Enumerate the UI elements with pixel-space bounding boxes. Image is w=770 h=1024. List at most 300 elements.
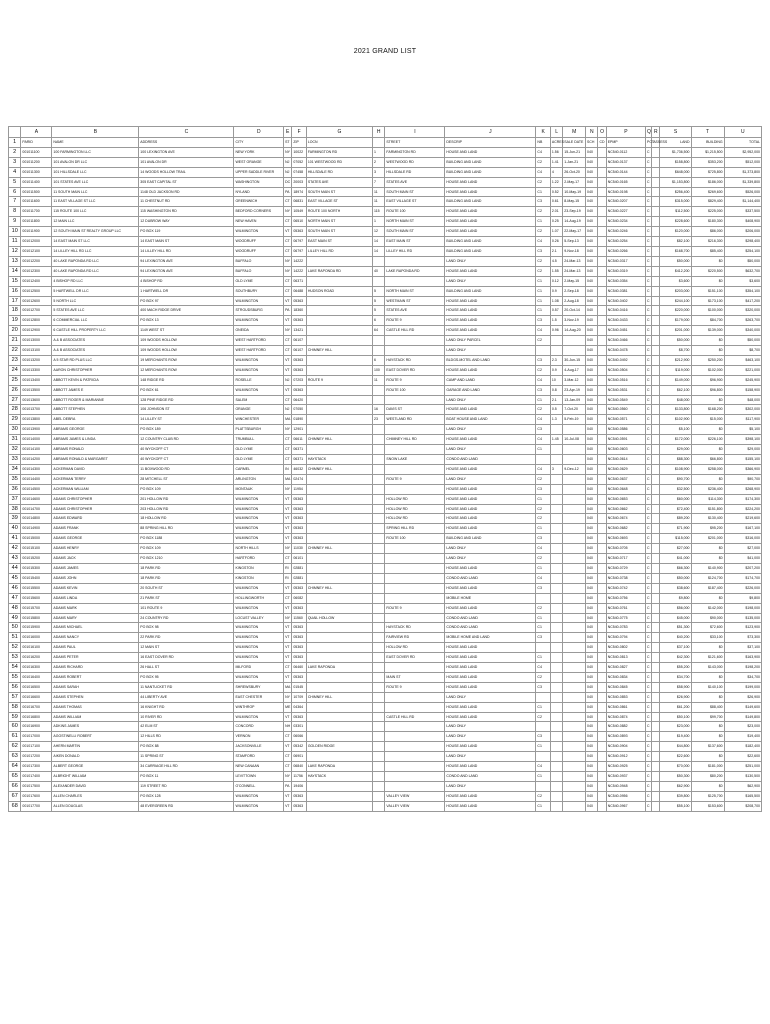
table-row (9, 217, 762, 227)
column-header: N (586, 127, 598, 138)
table-cell: C3 (536, 682, 550, 692)
table-cell: 040 (586, 346, 598, 356)
table-cell (373, 474, 385, 484)
table-cell (373, 544, 385, 554)
table-cell (598, 653, 606, 663)
table-cell: 001014100 (21, 445, 52, 455)
row-number: 42 (9, 544, 21, 554)
table-cell: 001014000 (21, 435, 52, 445)
table-cell: NY (284, 544, 292, 554)
table-cell (598, 296, 606, 306)
row-number: 11 (9, 237, 21, 247)
table-cell: WEST HARTFORD (234, 346, 284, 356)
table-cell: 001014200 (21, 455, 52, 465)
table-cell: C (646, 653, 652, 663)
row-number: 50 (9, 623, 21, 633)
table-cell: NY (284, 147, 292, 157)
table-cell (550, 623, 562, 633)
table-cell: 040 (586, 375, 598, 385)
row-number: 1 (9, 138, 21, 148)
table-cell: 040 (586, 415, 598, 425)
table-cell: 040 (586, 365, 598, 375)
table-cell: 001012400 (21, 276, 52, 286)
table-cell: 109 WOODS HOLLOW (139, 336, 234, 346)
table-cell: 001012600 (21, 296, 52, 306)
table-cell: 7 (373, 177, 385, 187)
table-cell (550, 742, 562, 752)
table-cell: $95,200 (691, 524, 724, 534)
table-cell: OLD LYME (234, 276, 284, 286)
table-cell: ROUTE 100 (385, 207, 445, 217)
table-cell: 040 (586, 147, 598, 157)
table-cell: $199,000 (724, 682, 761, 692)
table-cell (373, 762, 385, 772)
column-header: T (691, 127, 724, 138)
table-cell: BUILDING AND LAND (445, 237, 536, 247)
table-cell (598, 316, 606, 326)
table-cell: 14222 (292, 266, 306, 276)
table-cell (373, 692, 385, 702)
table-cell: NC540-0761 (606, 603, 645, 613)
table-cell: 05363 (292, 633, 306, 643)
table-cell: 101 STATES AVE LLC (52, 177, 139, 187)
table-cell (598, 692, 606, 702)
table-cell: $50,000 (660, 336, 691, 346)
table-cell (563, 554, 586, 564)
table-cell: NY (284, 772, 292, 782)
row-number: 60 (9, 722, 21, 732)
table-cell (598, 227, 606, 237)
table-cell (652, 405, 660, 415)
table-row (9, 682, 762, 692)
table-cell: 1.55 (550, 266, 562, 276)
table-cell: $3,600 (724, 276, 761, 286)
table-cell: 05363 (292, 623, 306, 633)
table-cell: NC540-0586 (606, 425, 645, 435)
table-cell: HOUSE AND LAND (445, 187, 536, 197)
table-cell (598, 682, 606, 692)
table-cell: 001014900 (21, 524, 52, 534)
table-cell: NC540-0165 (606, 177, 645, 187)
table-cell: $224,200 (724, 504, 761, 514)
table-cell: $96,800 (691, 385, 724, 395)
table-cell: C (646, 613, 652, 623)
table-cell: CONDO AND LAND (445, 623, 536, 633)
table-cell: VERNON (234, 732, 284, 742)
table-cell: SOUTH MAIN ST (306, 227, 372, 237)
table-cell: HOUSE AND LAND (445, 504, 536, 514)
table-cell (652, 415, 660, 425)
table-cell (385, 742, 445, 752)
table-cell: BUILDING AND LAND (445, 246, 536, 256)
table-cell: NC540-0504 (606, 365, 645, 375)
table-cell: 0.12 (550, 276, 562, 286)
table-cell: LAKE RAPONDA RD (306, 266, 372, 276)
table-row (9, 147, 762, 157)
table-cell: ABBOTT JAMES E (52, 385, 139, 395)
table-cell (306, 474, 372, 484)
table-cell: NORTH MAIN ST (385, 286, 445, 296)
table-cell: C (646, 742, 652, 752)
table-cell: 201 HOLLOW RD (139, 494, 234, 504)
table-cell: C3 (536, 246, 550, 256)
table-cell (306, 603, 372, 613)
table-cell (373, 395, 385, 405)
table-cell: PO BOX 11 (139, 772, 234, 782)
table-cell: 040 (586, 197, 598, 207)
table-cell (652, 682, 660, 692)
table-cell: HOUSE AND LAND (445, 672, 536, 682)
table-cell: $149,000 (660, 375, 691, 385)
table-cell: $143,000 (691, 663, 724, 673)
table-cell: HOUSE AND LAND (445, 207, 536, 217)
table-cell: $0 (691, 336, 724, 346)
table-cell: C3 (536, 385, 550, 395)
column-header: A (21, 127, 52, 138)
table-cell (306, 732, 372, 742)
table-cell: HAYSTACK RD (385, 355, 445, 365)
table-cell: MAIN ST (385, 672, 445, 682)
table-cell (652, 633, 660, 643)
table-cell: $165,500 (724, 791, 761, 801)
table-cell: C (646, 256, 652, 266)
column-header: K (536, 127, 550, 138)
table-cell (385, 563, 445, 573)
table-cell: 12 MAIN ST (139, 643, 234, 653)
table-cell: 94 LEXINGTON AVE (139, 266, 234, 276)
table-cell (652, 217, 660, 227)
table-cell: 1148 OLD JACKSON RD (139, 187, 234, 197)
table-cell (550, 346, 562, 356)
table-cell: 040 (586, 326, 598, 336)
table-cell: STATES AVE (385, 306, 445, 316)
table-cell: $221,000 (724, 365, 761, 375)
table-cell: NC540-0742 (606, 583, 645, 593)
table-row (9, 524, 762, 534)
table-cell (563, 603, 586, 613)
table-cell (306, 385, 372, 395)
row-number: 21 (9, 336, 21, 346)
table-cell (652, 385, 660, 395)
table-cell: 001015500 (21, 583, 52, 593)
table-cell: C2 (536, 405, 550, 415)
table-cell (598, 534, 606, 544)
table-cell: 14 LILLEY HILL RD (139, 246, 234, 256)
table-cell: 001014800 (21, 514, 52, 524)
table-cell: 115 (373, 207, 385, 217)
table-cell: ABRAMS JAMES & LINDA (52, 435, 139, 445)
table-cell (306, 722, 372, 732)
table-cell (598, 583, 606, 593)
table-row (9, 762, 762, 772)
table-cell: $648,000 (660, 167, 691, 177)
table-cell: VT (284, 355, 292, 365)
table-cell: $8,700 (660, 346, 691, 356)
table-cell: C2 (536, 157, 550, 167)
table-cell (385, 445, 445, 455)
table-cell: 07052 (292, 157, 306, 167)
table-cell: NC540-0207 (606, 197, 645, 207)
table-row (9, 633, 762, 643)
table-cell: C (646, 663, 652, 673)
table-cell: ADAMS FRANK (52, 524, 139, 534)
table-cell: 001017000 (21, 732, 52, 742)
table-cell (652, 772, 660, 782)
row-number: 9 (9, 217, 21, 227)
table-cell: C1 (536, 653, 550, 663)
table-cell (598, 365, 606, 375)
table-cell: $366,900 (724, 464, 761, 474)
table-cell: NC540-0756 (606, 593, 645, 603)
table-cell: $23,000 (724, 722, 761, 732)
table-cell: 01545 (292, 682, 306, 692)
table-cell: ADAMS WILLIAM (52, 712, 139, 722)
table-cell: NC540-0738 (606, 573, 645, 583)
table-cell: 115 ROUTE 100 LLC (52, 207, 139, 217)
table-cell: $84,700 (691, 316, 724, 326)
table-cell: HOUSE AND LAND (445, 563, 536, 573)
table-cell: C (646, 187, 652, 197)
table-cell: 26 HALL ST (139, 663, 234, 673)
table-cell (306, 514, 372, 524)
row-number: 33 (9, 455, 21, 465)
table-cell: 040 (586, 554, 598, 564)
table-cell: C3 (536, 355, 550, 365)
table-cell (652, 653, 660, 663)
table-cell: 040 (586, 762, 598, 772)
table-cell: $174,700 (724, 573, 761, 583)
table-row (9, 445, 762, 455)
table-cell: 14 WOODS HOLLOW TRAIL (139, 167, 234, 177)
table-cell (598, 474, 606, 484)
table-cell: 2-Sep-18 (563, 286, 586, 296)
table-cell: HOUSE AND LAND (445, 712, 536, 722)
table-cell: JACKSONVILLE (234, 742, 284, 752)
table-cell (550, 445, 562, 455)
table-cell: 001013700 (21, 405, 52, 415)
table-cell: 040 (586, 217, 598, 227)
table-cell: $168,200 (691, 405, 724, 415)
table-cell: OLD LYME (234, 445, 284, 455)
table-cell: 001014500 (21, 484, 52, 494)
table-cell: 040 (586, 464, 598, 474)
table-cell: PO BOX 119 (139, 227, 234, 237)
table-cell: NC540-0682 (606, 524, 645, 534)
table-cell: 040 (586, 722, 598, 732)
table-cell: VT (284, 365, 292, 375)
table-row (9, 306, 762, 316)
table-cell: 001013800 (21, 415, 52, 425)
table-row (9, 355, 762, 365)
table-cell (598, 603, 606, 613)
table-cell: LAKE RAPONDA RD (385, 266, 445, 276)
table-cell: 001015100 (21, 544, 52, 554)
table-cell (550, 425, 562, 435)
table-cell: 040 (586, 702, 598, 712)
row-number: 19 (9, 316, 21, 326)
table-cell (598, 732, 606, 742)
table-cell (385, 722, 445, 732)
table-cell: NC540-0648 (606, 484, 645, 494)
table-cell: $51,300 (660, 623, 691, 633)
table-cell: C3 (536, 583, 550, 593)
table-cell: HOUSE AND LAND (445, 643, 536, 653)
table-cell (652, 227, 660, 237)
table-cell (306, 633, 372, 643)
table-cell: SOUTH MAIN ST (385, 227, 445, 237)
table-cell: ADAMS HENRY (52, 544, 139, 554)
table-cell: 18 HOLLOW RD (139, 514, 234, 524)
row-number: 29 (9, 415, 21, 425)
table-row (9, 197, 762, 207)
table-cell: NC540-0603 (606, 445, 645, 455)
table-cell (373, 425, 385, 435)
table-cell: VT (284, 504, 292, 514)
table-cell: LAND ONLY PARCEL (445, 336, 536, 346)
column-header: H (373, 127, 385, 138)
table-cell (536, 643, 550, 653)
table-cell: 101 AVALON DR LLC (52, 157, 139, 167)
table-cell: CONCORD (234, 722, 284, 732)
table-cell: $353,200 (691, 157, 724, 167)
table-cell: SHREWSBURY (234, 682, 284, 692)
table-row (9, 514, 762, 524)
table-cell: 23-Sep-19 (563, 207, 586, 217)
table-cell: 001015900 (21, 623, 52, 633)
table-cell: $50,000 (660, 573, 691, 583)
table-cell: MA (284, 415, 292, 425)
table-cell: SCH (586, 138, 598, 148)
table-cell (373, 336, 385, 346)
table-cell: SPRING HILL RD (385, 524, 445, 534)
table-cell: 040 (586, 207, 598, 217)
table-cell: C (646, 573, 652, 583)
table-cell: BUILDING AND LAND (445, 197, 536, 207)
table-cell: WOODRUFF (234, 237, 284, 247)
table-cell: 12 SOUTH MAIN ST REALTY GROUP LLC (52, 227, 139, 237)
table-cell: NB (536, 138, 550, 148)
table-cell: 07203 (292, 375, 306, 385)
table-cell: $268,900 (724, 484, 761, 494)
table-cell: 040 (586, 573, 598, 583)
table-cell: 3-Mar-12 (563, 375, 586, 385)
table-row (9, 237, 762, 247)
table-cell: FARMINGTON RD (306, 147, 372, 157)
table-cell: 12 MAIN LLC (52, 217, 139, 227)
table-cell: 040 (586, 593, 598, 603)
row-number: 24 (9, 365, 21, 375)
table-cell: DAVIS ST (385, 405, 445, 415)
table-cell: C (646, 474, 652, 484)
table-cell: NC540-0478 (606, 346, 645, 356)
table-cell: SNOW LAKE (385, 455, 445, 465)
table-cell: 001016700 (21, 702, 52, 712)
table-cell: 06797 (292, 237, 306, 247)
table-cell: 001017100 (21, 742, 52, 752)
table-row (9, 742, 762, 752)
table-cell: CONDO AND LAND (445, 613, 536, 623)
table-cell (598, 415, 606, 425)
table-cell: LAND ONLY (445, 256, 536, 266)
table-cell: 001016300 (21, 663, 52, 673)
table-cell: PO BOX 13 (139, 316, 234, 326)
table-cell: $45,000 (660, 613, 691, 623)
table-cell: $34,700 (724, 672, 761, 682)
table-cell (598, 147, 606, 157)
table-cell: $236,400 (691, 484, 724, 494)
table-cell: $100,000 (691, 306, 724, 316)
table-cell (373, 682, 385, 692)
table-cell (652, 603, 660, 613)
table-cell: 2 (373, 157, 385, 167)
table-row (9, 643, 762, 653)
row-number: 8 (9, 207, 21, 217)
column-header: J (445, 127, 536, 138)
table-cell: 5 (373, 286, 385, 296)
table-cell: $151,800 (691, 504, 724, 514)
table-cell: 001014700 (21, 504, 52, 514)
table-cell: $15,000 (691, 415, 724, 425)
row-number: 67 (9, 791, 21, 801)
table-cell (550, 692, 562, 702)
table-cell: $60,000 (660, 494, 691, 504)
table-cell (652, 593, 660, 603)
table-cell (652, 197, 660, 207)
table-cell (598, 742, 606, 752)
row-number: 55 (9, 672, 21, 682)
table-cell: $186,000 (691, 177, 724, 187)
table-cell: $158,900 (724, 385, 761, 395)
table-cell: BUILDING AND LAND (445, 286, 536, 296)
table-cell: 2-May-17 (563, 177, 586, 187)
table-cell: WILMINGTON (234, 504, 284, 514)
table-cell (550, 494, 562, 504)
table-cell: 06797 (292, 246, 306, 256)
table-cell: $174,300 (724, 494, 761, 504)
table-cell: 040 (586, 405, 598, 415)
table-cell: 05363 (292, 296, 306, 306)
table-cell: $187,400 (691, 583, 724, 593)
table-cell: 001013200 (21, 355, 52, 365)
table-cell: 46032 (292, 464, 306, 474)
table-cell: CHIMNEY HILL RD (385, 435, 445, 445)
table-cell: C1 (536, 494, 550, 504)
table-cell: HOUSE AND LAND (445, 227, 536, 237)
table-cell (550, 613, 562, 623)
table-cell: NY (284, 266, 292, 276)
table-cell: PCT (646, 138, 652, 148)
table-cell: $39,800 (660, 791, 691, 801)
table-cell (652, 237, 660, 247)
table-cell: 30-Jun-15 (563, 355, 586, 365)
table-cell (306, 425, 372, 435)
table-cell (373, 722, 385, 732)
table-cell: $72,400 (660, 504, 691, 514)
column-header: C (139, 127, 234, 138)
table-cell: NEW CANAAN (234, 762, 284, 772)
table-cell (652, 573, 660, 583)
table-cell: C (646, 207, 652, 217)
table-cell: 0.61 (550, 197, 562, 207)
row-number: 47 (9, 593, 21, 603)
table-cell: WILMINGTON (234, 227, 284, 237)
table-cell: 001017400 (21, 772, 52, 782)
table-cell: C (646, 494, 652, 504)
table-cell: $1,339,800 (724, 177, 761, 187)
table-cell: 05363 (292, 583, 306, 593)
table-cell (598, 781, 606, 791)
table-cell: $123,900 (724, 623, 761, 633)
